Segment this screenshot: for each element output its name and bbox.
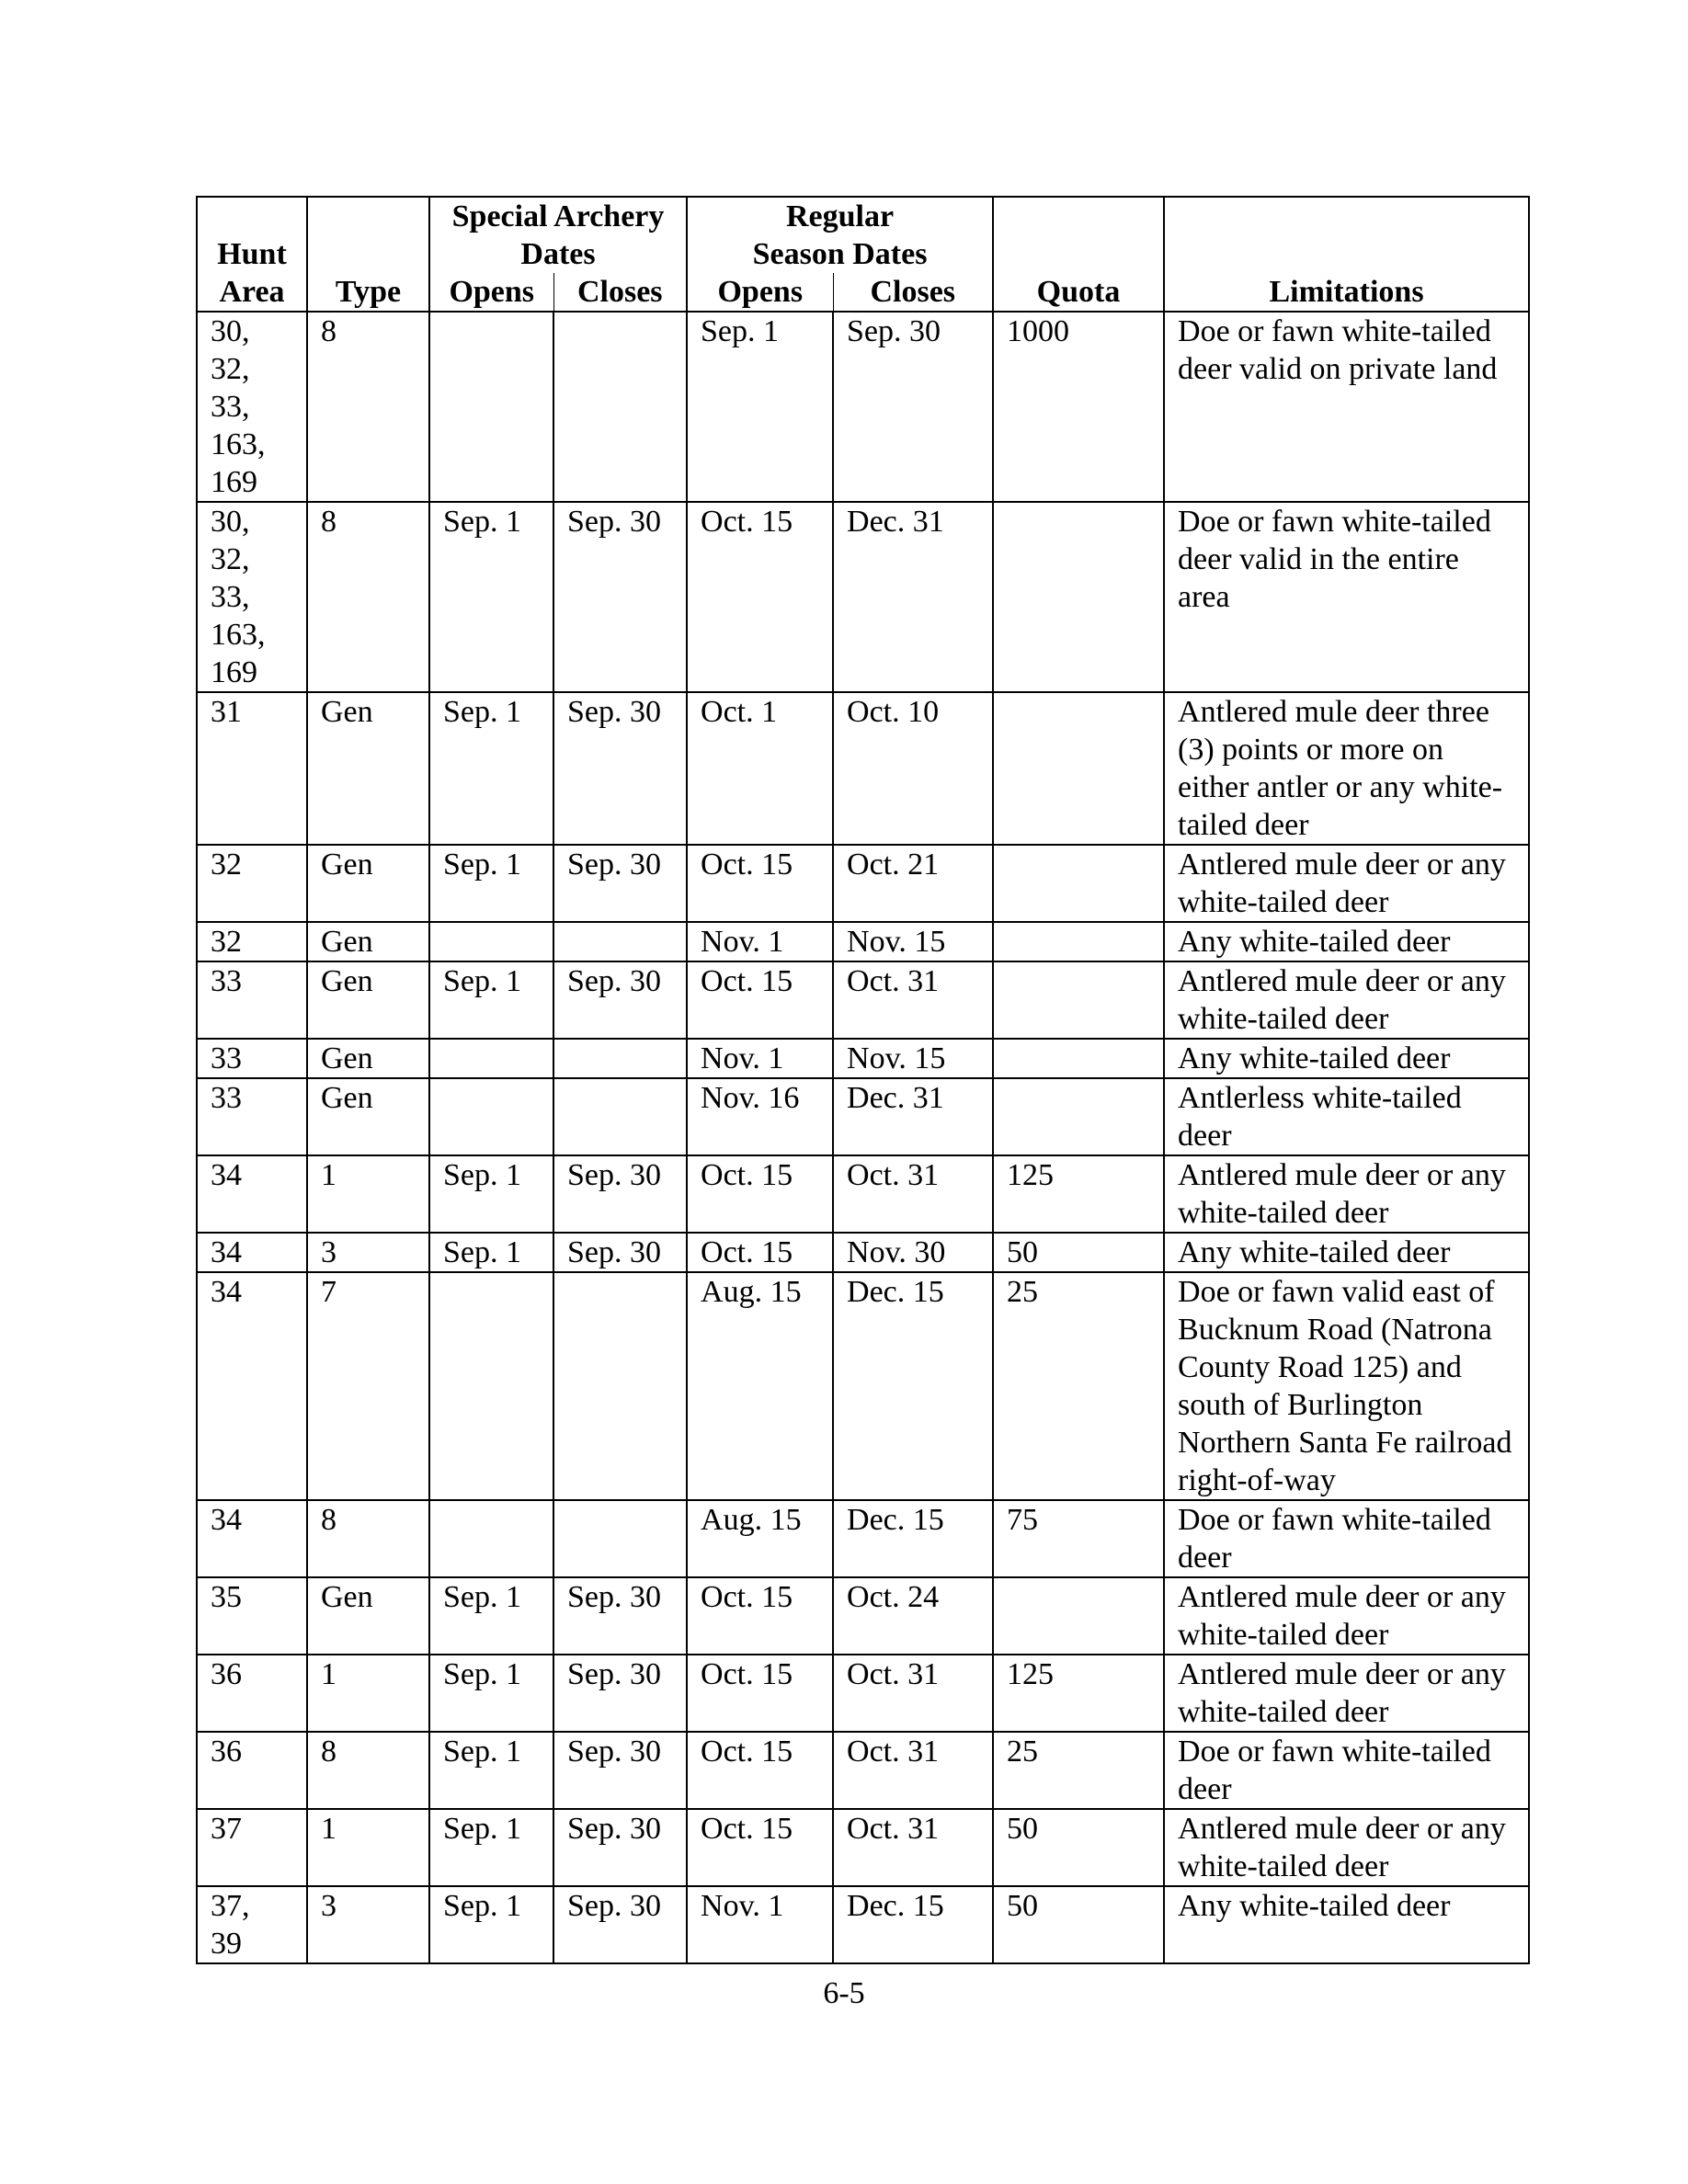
- table-row: [197, 312, 1529, 502]
- cell-season-opens: Aug. 15: [687, 1500, 833, 1577]
- table-row: [197, 922, 1529, 961]
- cell-limitations: Any white-tailed deer: [1164, 1886, 1529, 1963]
- cell-limitations: Antlered mule deer three (3) points or more on either antler or any white-tailed deer: [1164, 692, 1529, 845]
- cell-hunt-area: 33: [197, 961, 307, 1039]
- cell-archery-opens: Sep. 1: [429, 1233, 553, 1272]
- table-row: [197, 1272, 1529, 1500]
- cell-season-closes: Oct. 31: [833, 961, 993, 1039]
- table-row: [197, 1655, 1529, 1732]
- cell-archery-opens: Sep. 1: [429, 502, 553, 692]
- cell-quota: [993, 1039, 1164, 1078]
- cell-quota: 50: [993, 1886, 1164, 1963]
- cell-season-opens: Oct. 15: [687, 845, 833, 922]
- cell-season-opens: Oct. 15: [687, 502, 833, 692]
- header-regular-season-dates: Regular Season Dates: [687, 197, 993, 273]
- table-row: [197, 1500, 1529, 1577]
- cell-season-opens: Nov. 1: [687, 1886, 833, 1963]
- cell-limitations: Any white-tailed deer: [1164, 1233, 1529, 1272]
- cell-archery-opens: [429, 312, 553, 502]
- cell-season-opens: Aug. 15: [687, 1272, 833, 1500]
- cell-archery-closes: [553, 922, 687, 961]
- cell-season-opens: Oct. 15: [687, 1577, 833, 1655]
- cell-archery-closes: [553, 1500, 687, 1577]
- cell-hunt-area: 37: [197, 1809, 307, 1886]
- cell-archery-opens: Sep. 1: [429, 845, 553, 922]
- cell-season-opens: Sep. 1: [687, 312, 833, 502]
- cell-archery-closes: Sep. 30: [553, 502, 687, 692]
- cell-type: 1: [307, 1809, 429, 1886]
- cell-archery-closes: Sep. 30: [553, 692, 687, 845]
- cell-hunt-area: 34: [197, 1155, 307, 1233]
- cell-type: Gen: [307, 1577, 429, 1655]
- cell-quota: [993, 692, 1164, 845]
- cell-hunt-area: 30, 32, 33, 163, 169: [197, 312, 307, 502]
- cell-season-opens: Oct. 15: [687, 1809, 833, 1886]
- cell-hunt-area: 36: [197, 1732, 307, 1809]
- cell-limitations: Doe or fawn white-tailed deer valid in the entire area: [1164, 502, 1529, 692]
- cell-season-opens: Oct. 15: [687, 1655, 833, 1732]
- cell-type: Gen: [307, 961, 429, 1039]
- cell-hunt-area: 33: [197, 1039, 307, 1078]
- cell-type: 1: [307, 1155, 429, 1233]
- cell-limitations: Antlered mule deer or any white-tailed deer: [1164, 845, 1529, 922]
- cell-archery-opens: Sep. 1: [429, 692, 553, 845]
- cell-hunt-area: 35: [197, 1577, 307, 1655]
- cell-hunt-area: 31: [197, 692, 307, 845]
- cell-quota: 1000: [993, 312, 1164, 502]
- cell-limitations: Any white-tailed deer: [1164, 1039, 1529, 1078]
- header-archery-opens: Opens: [429, 273, 553, 312]
- cell-season-closes: Dec. 15: [833, 1500, 993, 1577]
- cell-archery-closes: Sep. 30: [553, 1809, 687, 1886]
- header-season-closes: Closes: [833, 273, 993, 312]
- cell-season-closes: Dec. 31: [833, 1078, 993, 1155]
- cell-quota: 25: [993, 1272, 1164, 1500]
- cell-season-opens: Oct. 15: [687, 1233, 833, 1272]
- cell-quota: 125: [993, 1155, 1164, 1233]
- cell-archery-opens: [429, 1039, 553, 1078]
- cell-type: 1: [307, 1655, 429, 1732]
- cell-type: 3: [307, 1886, 429, 1963]
- cell-type: Gen: [307, 845, 429, 922]
- cell-archery-opens: [429, 1500, 553, 1577]
- cell-archery-closes: [553, 312, 687, 502]
- header-hunt-area: Hunt Area: [197, 197, 307, 312]
- page-number: 6-5: [823, 1976, 865, 2010]
- cell-type: 8: [307, 1732, 429, 1809]
- cell-season-opens: Oct. 15: [687, 1155, 833, 1233]
- table-row: [197, 961, 1529, 1039]
- header-quota: Quota: [993, 197, 1164, 312]
- cell-season-closes: Dec. 15: [833, 1886, 993, 1963]
- cell-season-closes: Oct. 31: [833, 1155, 993, 1233]
- cell-limitations: Doe or fawn white-tailed deer: [1164, 1732, 1529, 1809]
- table-row: [197, 1809, 1529, 1886]
- cell-archery-opens: Sep. 1: [429, 1155, 553, 1233]
- cell-hunt-area: 36: [197, 1655, 307, 1732]
- cell-hunt-area: 30, 32, 33, 163, 169: [197, 502, 307, 692]
- header-special-archery-dates: Special Archery Dates: [429, 197, 687, 273]
- cell-archery-opens: [429, 1078, 553, 1155]
- cell-quota: [993, 1078, 1164, 1155]
- cell-archery-opens: [429, 922, 553, 961]
- header-limitations: Limitations: [1164, 197, 1529, 312]
- cell-season-closes: Oct. 31: [833, 1809, 993, 1886]
- cell-archery-closes: Sep. 30: [553, 1577, 687, 1655]
- cell-archery-opens: Sep. 1: [429, 1655, 553, 1732]
- cell-season-closes: Nov. 15: [833, 1039, 993, 1078]
- cell-season-closes: Sep. 30: [833, 312, 993, 502]
- header-season-opens: Opens: [687, 273, 833, 312]
- cell-season-opens: Oct. 15: [687, 1732, 833, 1809]
- cell-quota: [993, 845, 1164, 922]
- cell-quota: [993, 961, 1164, 1039]
- cell-season-closes: Oct. 21: [833, 845, 993, 922]
- cell-quota: 50: [993, 1809, 1164, 1886]
- cell-limitations: Doe or fawn white-tailed deer valid on private land: [1164, 312, 1529, 502]
- cell-quota: 75: [993, 1500, 1164, 1577]
- cell-limitations: Any white-tailed deer: [1164, 922, 1529, 961]
- cell-hunt-area: 34: [197, 1500, 307, 1577]
- cell-season-opens: Nov. 16: [687, 1078, 833, 1155]
- cell-quota: [993, 502, 1164, 692]
- cell-archery-closes: Sep. 30: [553, 845, 687, 922]
- cell-limitations: Antlered mule deer or any white-tailed deer: [1164, 1577, 1529, 1655]
- cell-hunt-area: 32: [197, 922, 307, 961]
- table-row: [197, 1039, 1529, 1078]
- cell-hunt-area: 33: [197, 1078, 307, 1155]
- cell-quota: 125: [993, 1655, 1164, 1732]
- cell-season-closes: Oct. 10: [833, 692, 993, 845]
- table-row: [197, 502, 1529, 692]
- table-row: [197, 1732, 1529, 1809]
- cell-limitations: Antlered mule deer or any white-tailed deer: [1164, 961, 1529, 1039]
- table-row: [197, 845, 1529, 922]
- cell-archery-opens: Sep. 1: [429, 961, 553, 1039]
- cell-archery-closes: Sep. 30: [553, 1155, 687, 1233]
- cell-type: Gen: [307, 692, 429, 845]
- cell-limitations: Antlerless white-tailed deer: [1164, 1078, 1529, 1155]
- cell-type: Gen: [307, 922, 429, 961]
- cell-type: Gen: [307, 1039, 429, 1078]
- cell-archery-opens: Sep. 1: [429, 1577, 553, 1655]
- cell-type: 7: [307, 1272, 429, 1500]
- cell-archery-closes: Sep. 30: [553, 1886, 687, 1963]
- cell-type: 8: [307, 1500, 429, 1577]
- cell-limitations: Antlered mule deer or any white-tailed deer: [1164, 1655, 1529, 1732]
- cell-type: 8: [307, 502, 429, 692]
- cell-hunt-area: 37, 39: [197, 1886, 307, 1963]
- table-row: [197, 1155, 1529, 1233]
- table-row: [197, 1886, 1529, 1963]
- cell-quota: 25: [993, 1732, 1164, 1809]
- cell-archery-closes: Sep. 30: [553, 1732, 687, 1809]
- cell-archery-opens: Sep. 1: [429, 1732, 553, 1809]
- cell-archery-closes: [553, 1078, 687, 1155]
- cell-limitations: Antlered mule deer or any white-tailed deer: [1164, 1155, 1529, 1233]
- cell-quota: 50: [993, 1233, 1164, 1272]
- cell-type: 8: [307, 312, 429, 502]
- cell-limitations: Antlered mule deer or any white-tailed deer: [1164, 1809, 1529, 1886]
- cell-hunt-area: 32: [197, 845, 307, 922]
- table-row: [197, 1577, 1529, 1655]
- cell-archery-closes: [553, 1039, 687, 1078]
- hunting-seasons-table: [196, 196, 1530, 1964]
- cell-type: Gen: [307, 1078, 429, 1155]
- cell-season-opens: Oct. 15: [687, 961, 833, 1039]
- table-row: [197, 692, 1529, 845]
- header-archery-closes: Closes: [553, 273, 687, 312]
- cell-season-closes: Oct. 31: [833, 1732, 993, 1809]
- cell-archery-closes: [553, 1272, 687, 1500]
- table-row: [197, 1078, 1529, 1155]
- cell-archery-opens: Sep. 1: [429, 1809, 553, 1886]
- cell-archery-closes: Sep. 30: [553, 1655, 687, 1732]
- table-body: [197, 312, 1529, 1963]
- cell-season-opens: Oct. 1: [687, 692, 833, 845]
- table-row: [197, 1233, 1529, 1272]
- header-type: Type: [307, 197, 429, 312]
- cell-season-opens: Nov. 1: [687, 1039, 833, 1078]
- table-header: [197, 197, 1529, 312]
- cell-hunt-area: 34: [197, 1233, 307, 1272]
- cell-quota: [993, 1577, 1164, 1655]
- cell-archery-closes: Sep. 30: [553, 961, 687, 1039]
- cell-limitations: Doe or fawn valid east of Bucknum Road (Natrona County Road 125) and south of Burlington Northern Santa Fe railroad right-of-way: [1164, 1272, 1529, 1500]
- cell-season-opens: Nov. 1: [687, 922, 833, 961]
- cell-type: 3: [307, 1233, 429, 1272]
- cell-season-closes: Dec. 15: [833, 1272, 993, 1500]
- cell-season-closes: Nov. 30: [833, 1233, 993, 1272]
- cell-season-closes: Oct. 31: [833, 1655, 993, 1732]
- cell-quota: [993, 922, 1164, 961]
- cell-season-closes: Dec. 31: [833, 502, 993, 692]
- cell-archery-opens: [429, 1272, 553, 1500]
- cell-hunt-area: 34: [197, 1272, 307, 1500]
- cell-season-closes: Oct. 24: [833, 1577, 993, 1655]
- cell-archery-closes: Sep. 30: [553, 1233, 687, 1272]
- cell-season-closes: Nov. 15: [833, 922, 993, 961]
- cell-limitations: Doe or fawn white-tailed deer: [1164, 1500, 1529, 1577]
- cell-archery-opens: Sep. 1: [429, 1886, 553, 1963]
